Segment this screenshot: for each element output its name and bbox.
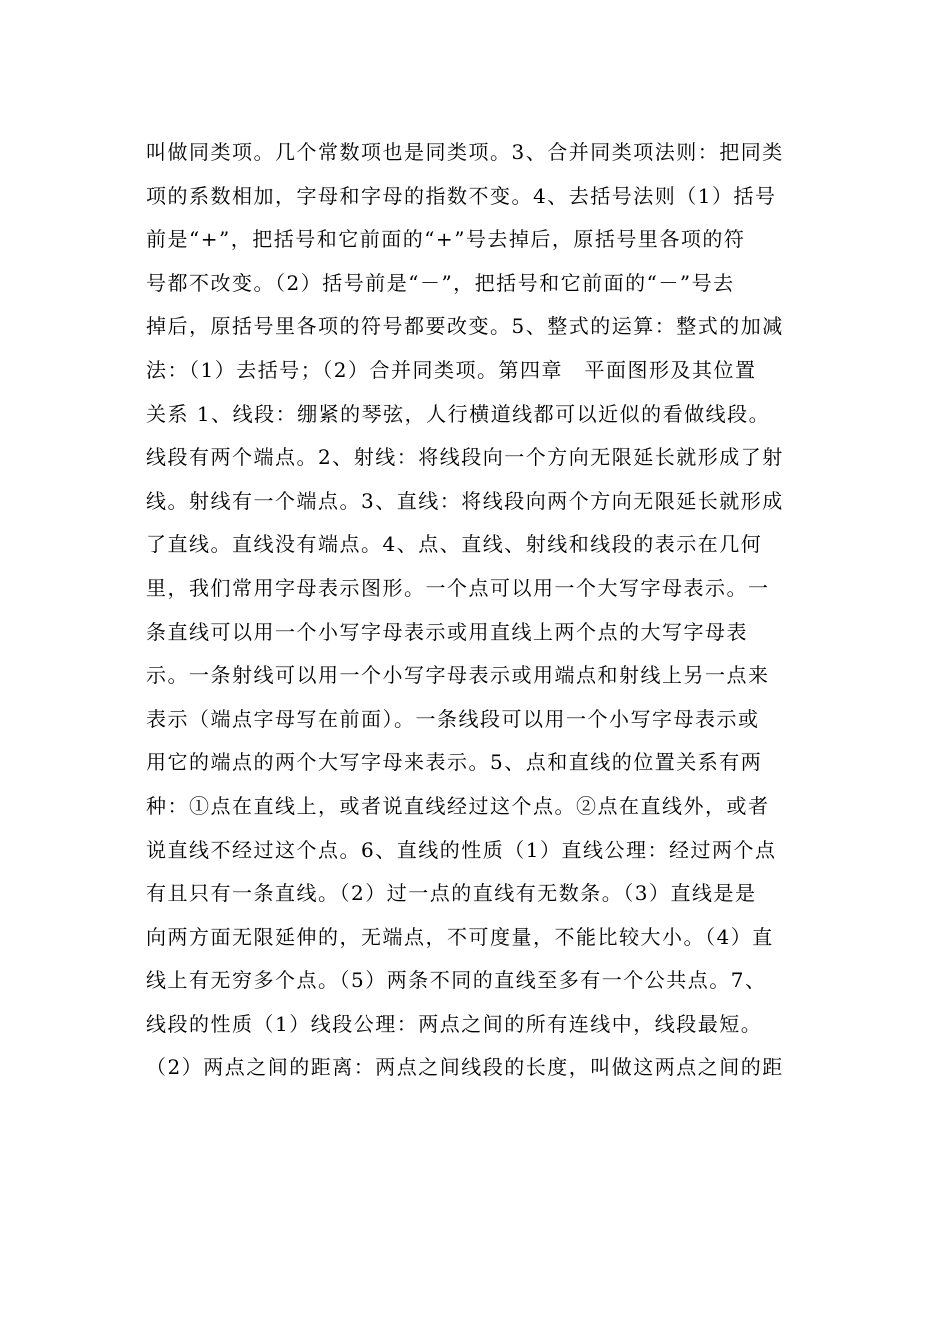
- text-line: 有且只有一条直线。（2）过一点的直线有无数条。（3）直线是是: [146, 881, 757, 906]
- text-line: 线段有两个端点。2、射线：将线段向一个方向无限延长就形成了射: [146, 445, 784, 470]
- text-line: 表示（端点字母写在前面）。一条线段可以用一个小写字母表示或: [146, 706, 760, 731]
- text-line: （2）两点之间的距离：两点之间线段的长度，叫做这两点之间的距: [146, 1055, 784, 1080]
- body-text: [146, 131, 806, 1090]
- text-line: 线。射线有一个端点。3、直线：将线段向两个方向无限延长就形成: [146, 488, 784, 513]
- text-line: 种：①点在直线上，或者说直线经过这个点。②点在直线外，或者: [146, 793, 770, 818]
- text-line: 法：（1）去括号；（2）合并同类项。第四章 平面图形及其位置: [146, 357, 757, 382]
- text-line: 了直线。直线没有端点。4、点、直线、射线和线段的表示在几何: [146, 532, 763, 557]
- text-line: 说直线不经过这个点。6、直线的性质（1）直线公理：经过两个点: [146, 837, 777, 862]
- text-line: 线段的性质（1）线段公理：两点之间的所有连线中，线段最短。: [146, 1011, 763, 1036]
- text-line: 掉后，原括号里各项的符号都要改变。5、整式的运算：整式的加减: [146, 314, 784, 339]
- text-line: 里，我们常用字母表示图形。一个点可以用一个大写字母表示。一: [146, 575, 770, 600]
- text-line: 线上有无穷多个点。（5）两条不同的直线至多有一个公共点。7、: [146, 968, 767, 993]
- text-line: 号都不改变。（2）括号前是“－”，把括号和它前面的“－”号去: [146, 270, 735, 295]
- text-line: 项的系数相加，字母和字母的指数不变。4、去括号法则（1）括号: [146, 183, 777, 208]
- text-line: 关系 1、线段：绷紧的琴弦，人行横道线都可以近似的看做线段。: [146, 401, 771, 426]
- text-line: 前是“+”，把括号和它前面的“+”号去掉后，原括号里各项的符: [146, 227, 746, 252]
- text-line: 用它的端点的两个大写字母来表示。5、点和直线的位置关系有两: [146, 750, 763, 775]
- text-line: 条直线可以用一个小写字母表示或用直线上两个点的大写字母表: [146, 619, 748, 644]
- text-line: 示。一条射线可以用一个小写字母表示或用端点和射线上另一点来: [146, 663, 770, 688]
- text-line: 叫做同类项。几个常数项也是同类项。3、合并同类项法则：把同类: [146, 140, 784, 164]
- text-line: 向两方面无限延伸的，无端点，不可度量，不能比较大小。（4）直: [146, 924, 774, 949]
